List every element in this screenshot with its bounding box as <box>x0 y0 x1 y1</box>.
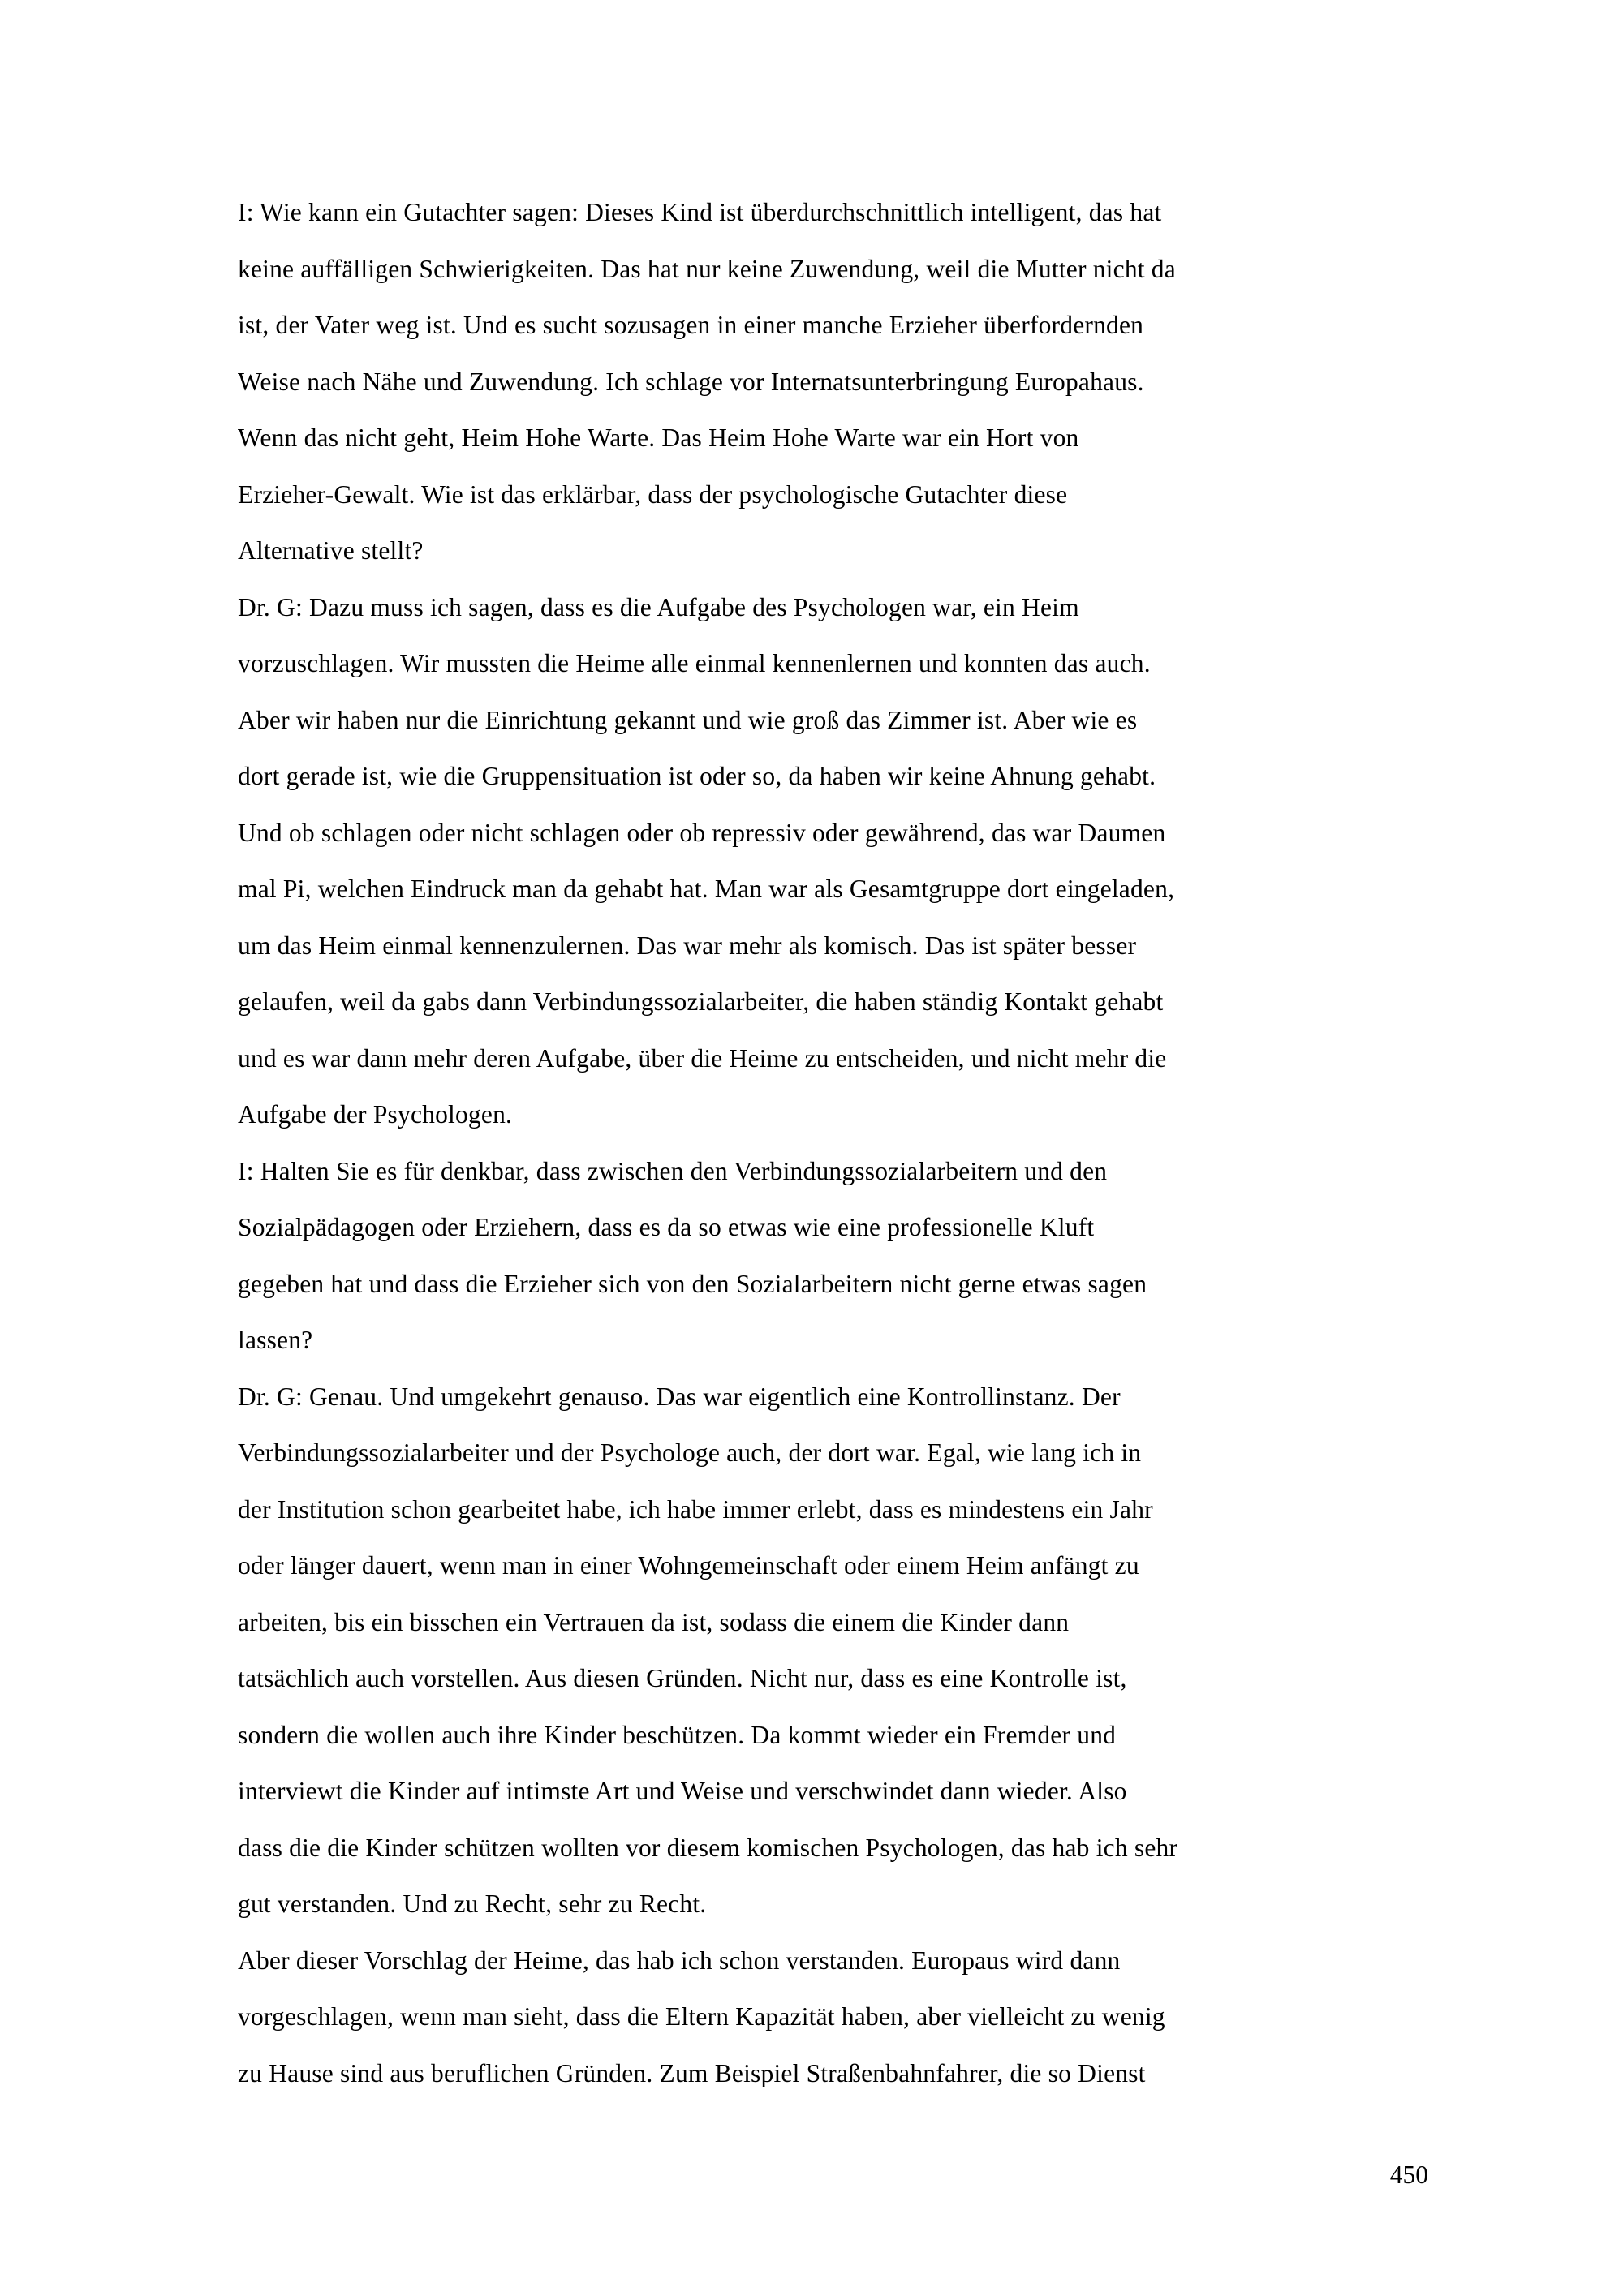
text-line: oder länger dauert, wenn man in einer Wohngemeinschaft oder einem Heim anfängt zu <box>238 1551 1139 1580</box>
text-line: tatsächlich auch vorstellen. Aus diesen Gründen. Nicht nur, dass es eine Kontrolle ist, <box>238 1664 1127 1692</box>
text-line: Aber dieser Vorschlag der Heime, das hab ich schon verstanden. Europaus wird dann <box>238 1946 1121 1975</box>
text-line: keine auffälligen Schwierigkeiten. Das hat nur keine Zuwendung, weil die Mutter nicht da <box>238 254 1176 283</box>
text-line: um das Heim einmal kennenzulernen. Das war mehr als komisch. Das ist später besser <box>238 931 1137 960</box>
text-line: gelaufen, weil da gabs dann Verbindungssozialarbeiter, die haben ständig Kontakt gehabt <box>238 987 1164 1016</box>
text-line: dass die die Kinder schützen wollten vor diesem komischen Psychologen, das hab ich sehr <box>238 1833 1178 1862</box>
text-line: Dr. G: Dazu muss ich sagen, dass es die Aufgabe des Psychologen war, ein Heim <box>238 592 1079 621</box>
text-line: Weise nach Nähe und Zuwendung. Ich schlage vor Internatsunterbringung Europahaus. <box>238 367 1144 396</box>
text-line: Aufgabe der Psychologen. <box>238 1100 513 1129</box>
text-line: I: Halten Sie es für denkbar, dass zwischen den Verbindungssozialarbeitern und den <box>238 1156 1108 1185</box>
text-line: arbeiten, bis ein bisschen ein Vertrauen da ist, sodass die einem die Kinder dann <box>238 1607 1070 1636</box>
text-line: der Institution schon gearbeitet habe, ich habe immer erlebt, dass es mindestens ein Jahr <box>238 1494 1153 1524</box>
text-line: Aber wir haben nur die Einrichtung gekannt und wie groß das Zimmer ist. Aber wie es <box>238 705 1138 734</box>
text-line: mal Pi, welchen Eindruck man da gehabt hat. Man war als Gesamtgruppe dort eingeladen, <box>238 875 1175 903</box>
transcript-text <box>238 184 1177 2101</box>
text-line: lassen? <box>238 1326 313 1354</box>
text-line: Alternative stellt? <box>238 536 424 565</box>
text-line: vorgeschlagen, wenn man sieht, dass die Eltern Kapazität haben, aber vielleicht zu wenig <box>238 2002 1165 2031</box>
text-line: vorzuschlagen. Wir mussten die Heime alle einmal kennenlernen und konnten das auch. <box>238 649 1151 677</box>
text-line: I: Wie kann ein Gutachter sagen: Dieses Kind ist überdurchschnittlich intelligent, das hat <box>238 198 1162 226</box>
text-line: Verbindungssozialarbeiter und der Psychologe auch, der dort war. Egal, wie lang ich in <box>238 1438 1142 1467</box>
text-line: dort gerade ist, wie die Gruppensituation ist oder so, da haben wir keine Ahnung gehabt. <box>238 762 1156 790</box>
text-line: interviewt die Kinder auf intimste Art und Weise und verschwindet dann wieder. Also <box>238 1777 1127 1805</box>
text-line: Dr. G: Genau. Und umgekehrt genauso. Das war eigentlich eine Kontrollinstanz. Der <box>238 1382 1121 1411</box>
text-line: gut verstanden. Und zu Recht, sehr zu Recht. <box>238 1890 707 1918</box>
text-line: zu Hause sind aus beruflichen Gründen. Zum Beispiel Straßenbahnfahrer, die so Dienst <box>238 2058 1146 2087</box>
text-line: gegeben hat und dass die Erzieher sich von den Sozialarbeitern nicht gerne etwas sagen <box>238 1269 1147 1298</box>
text-line: und es war dann mehr deren Aufgabe, über die Heime zu entscheiden, und nicht mehr die <box>238 1043 1167 1073</box>
text-line: Wenn das nicht geht, Heim Hohe Warte. Das Heim Hohe Warte war ein Hort von <box>238 424 1079 452</box>
text-line: sondern die wollen auch ihre Kinder beschützen. Da kommt wieder ein Fremder und <box>238 1720 1117 1749</box>
text-line: ist, der Vater weg ist. Und es sucht sozusagen in einer manche Erzieher überfordernden <box>238 311 1144 339</box>
page-number: 450 <box>1389 2161 1428 2189</box>
text-line: Sozialpädagogen oder Erziehern, dass es da so etwas wie eine professionelle Kluft <box>238 1213 1095 1241</box>
text-line: Erzieher-Gewalt. Wie ist das erklärbar, dass der psychologische Gutachter diese <box>238 479 1068 509</box>
text-line: Und ob schlagen oder nicht schlagen oder ob repressiv oder gewährend, das war Daumen <box>238 818 1166 847</box>
